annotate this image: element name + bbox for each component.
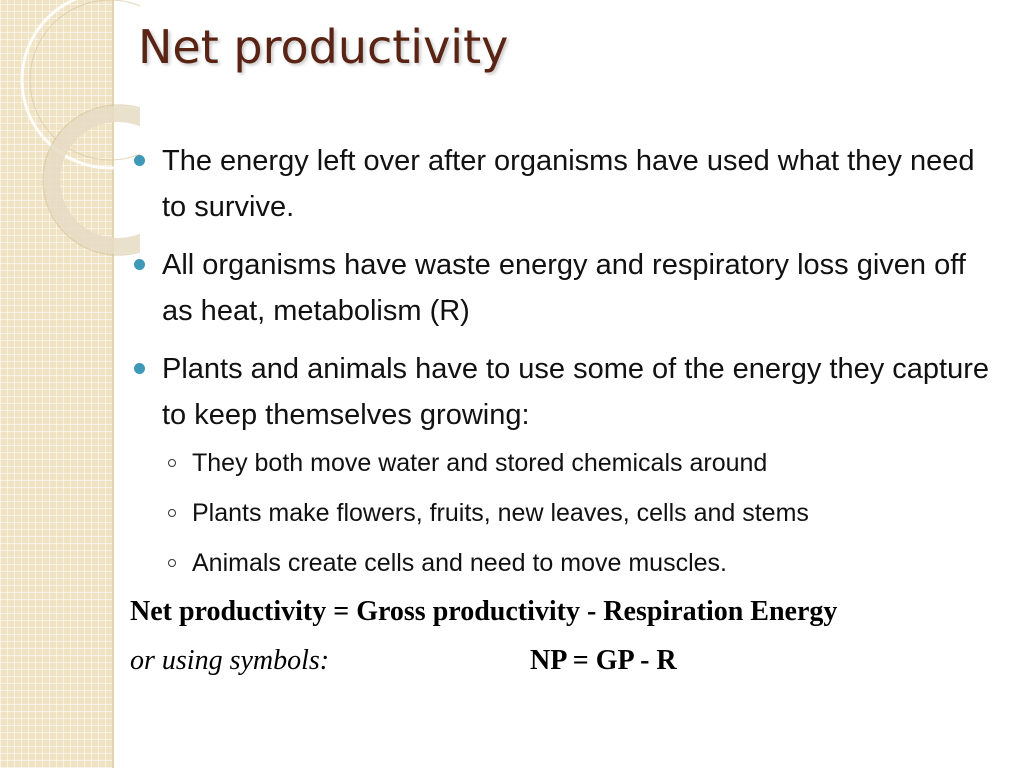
symbols-equation: NP = GP - R: [530, 645, 677, 676]
bullet-dot-icon: [134, 155, 145, 166]
formula-text: Net productivity = Gross productivity - Respiration Energy: [130, 596, 838, 627]
bullet-dot-icon: [134, 259, 145, 270]
bullet-item: [132, 138, 1002, 230]
bullet-text: All organisms have waste energy and respiratory loss given off as heat, metabolism (R): [162, 249, 966, 327]
sub-bullet-item: [132, 546, 1002, 580]
bullet-item: [132, 242, 1002, 334]
sub-bullet-item: [132, 496, 1002, 530]
sub-bullet-text: They both move water and stored chemicals around: [192, 449, 768, 477]
bullet-text: Plants and animals have to use some of the energy they capture to keep themselves growing:: [162, 353, 989, 431]
sub-bullet-ring-icon: [168, 459, 176, 467]
sub-bullet-text: Animals create cells and need to move muscles.: [192, 549, 727, 577]
bullet-item: [132, 346, 1002, 438]
symbols-label: or using symbols:: [130, 645, 330, 676]
decorative-rings: [0, 0, 140, 260]
sub-bullet-item: [132, 446, 1002, 480]
sub-bullet-ring-icon: [168, 509, 176, 517]
slide-title: Net productivity: [138, 20, 509, 74]
sub-bullet-text: Plants make flowers, fruits, new leaves, cells and stems: [192, 499, 809, 527]
bullet-text: The energy left over after organisms have used what they need to survive.: [162, 145, 975, 223]
sub-bullet-ring-icon: [168, 559, 176, 567]
bullet-list: [132, 138, 1002, 596]
bullet-dot-icon: [134, 363, 145, 374]
symbols-row: [130, 645, 830, 685]
